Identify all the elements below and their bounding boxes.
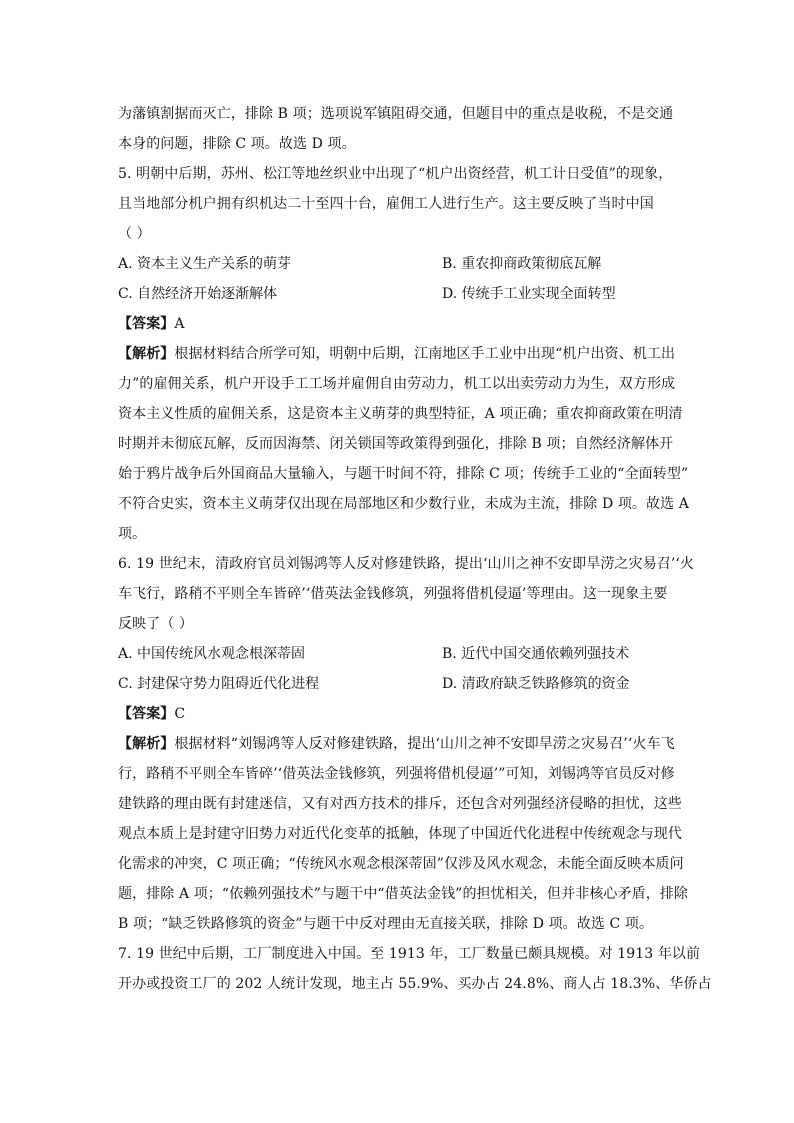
options-row [118, 669, 678, 699]
option-a: A. 资本主义生产关系的萌芽 [118, 256, 292, 272]
analysis-text: 根据材料结合所学可知，明朝中后期，江南地区手工业中出现“机户出资、机工出 [174, 346, 676, 362]
option-b: B. 重农抑商政策彻底瓦解 [442, 256, 602, 272]
analysis-line: B 项；“缺乏铁路修筑的资金”与题干中反对理由无直接关联，排除 D 项。故选 C 项。 [118, 916, 654, 932]
option-c: C. 封建保守势力阻碍近代化进程 [118, 676, 320, 692]
answer-line [118, 309, 678, 339]
analysis-line [118, 729, 678, 759]
analysis-line: 始于鸦片战争后外国商品大量输入，与题干时间不符，排除 C 项；传统手工业的“全面转型” [118, 466, 689, 482]
question-stem-line: （ ） [118, 226, 151, 242]
analysis-line: 题，排除 A 项；“依赖列强技术”与题干中“借英法金钱”的担忧相关，但并非核心矛盾，排除 [118, 886, 689, 902]
options-row [118, 249, 678, 279]
analysis-line: 资本主义性质的雇佣关系，这是资本主义萌芽的典型特征，A 项正确；重农抑商政策在明清 [118, 406, 683, 422]
answer-value: C [174, 706, 186, 722]
analysis-line: 行，路稍不平则全车皆碎’‘借英法金钱修筑，列强将借机侵逼’”可知，刘锡鸿等官员反对修 [118, 766, 675, 782]
option-c: C. 自然经济开始逐渐解体 [118, 286, 278, 302]
analysis-label: 【解析】 [118, 736, 175, 752]
analysis-line: 化需求的冲突，C 项正确；“传统风水观念根深蒂固”仅涉及风水观念，未能全面反映本质问 [118, 856, 684, 872]
question-stem-line: 反映了（ ） [118, 616, 194, 632]
text-line: 为藩镇割据而灭亡，排除 B 项；选项说军镇阻碍交通，但题目中的重点是收税，不是交通 [118, 106, 674, 122]
analysis-line: 建铁路的理由既有封建迷信，又有对西方技术的排斥，还包含对列强经济侵略的担忧，这些 [118, 796, 682, 812]
answer-value: A [174, 316, 185, 332]
question-stem-line: 7. 19 世纪中后期，工厂制度进入中国。至 1913 年，工厂数量已颇具规模。对 1913 年以前 [118, 946, 701, 962]
analysis-label: 【解析】 [118, 346, 175, 362]
analysis-line: 项。 [118, 526, 147, 542]
text-line: 本身的问题，排除 C 项。故选 D 项。 [118, 136, 356, 152]
question-stem-line: 6. 19 世纪末，清政府官员刘锡鸿等人反对修建铁路，提出‘山川之神不安即旱涝之灾易召’‘火 [118, 556, 695, 572]
analysis-line [118, 339, 678, 369]
option-d: D. 清政府缺乏铁路修筑的资金 [442, 676, 630, 692]
analysis-line: 不符合史实，资本主义萌芽仅出现在局部地区和少数行业，未成为主流，排除 D 项。故选 A [118, 496, 689, 512]
question-7 [118, 939, 712, 999]
analysis-line: 观点本质上是封建守旧势力对近代化变革的抵触，体现了中国近代化进程中传统观念与现代 [118, 826, 682, 842]
document-page [118, 99, 712, 999]
question-stem-line: 车飞行，路稍不平则全车皆碎’‘借英法金钱修筑，列强将借机侵逼’等理由。这一现象主要 [118, 586, 668, 602]
option-b: B. 近代中国交通依赖列强技术 [442, 646, 630, 662]
question-6 [118, 549, 695, 939]
question-stem-line: 5. 明朝中后期，苏州、松江等地丝织业中出现了“机户出资经营，机工计日受值”的现象， [118, 166, 673, 182]
analysis-line: 力”的雇佣关系，机户开设手工工场并雇佣自由劳动力，机工以出卖劳动力为生，双方形成 [118, 376, 676, 392]
previous-analysis-continuation [118, 99, 678, 159]
answer-line [118, 699, 678, 729]
answer-label: 【答案】 [118, 316, 175, 332]
question-stem-line: 开办或投资工厂的 202 人统计发现，地主占 55.9%、买办占 24.8%、商人占 18.3%、华侨占 [118, 976, 712, 992]
option-d: D. 传统手工业实现全面转型 [442, 286, 616, 302]
options-row [118, 279, 678, 309]
options-row [118, 639, 678, 669]
option-a: A. 中国传统风水观念根深蒂固 [118, 646, 306, 662]
answer-label: 【答案】 [118, 706, 175, 722]
analysis-text: 根据材料“刘锡鸿等人反对修建铁路，提出‘山川之神不安即旱涝之灾易召’‘火车飞 [174, 736, 675, 752]
question-stem-line: 且当地部分机户拥有织机达二十至四十台，雇佣工人进行生产。这主要反映了当时中国 [118, 196, 654, 212]
question-5 [118, 159, 689, 549]
analysis-line: 时期并未彻底瓦解，反而因海禁、闭关锁国等政策得到强化，排除 B 项；自然经济解体开 [118, 436, 674, 452]
